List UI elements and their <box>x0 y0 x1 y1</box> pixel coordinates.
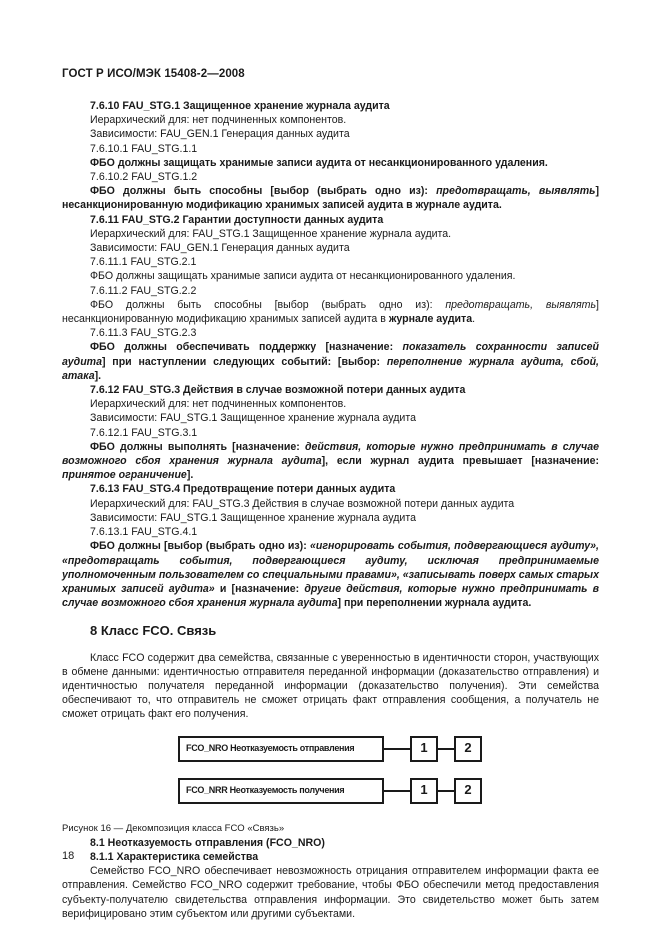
nrr-component-2-box: 2 <box>454 778 482 804</box>
element-text-stg1-2 <box>62 184 599 212</box>
element-text-stg3-1 <box>62 440 599 483</box>
hierarchy-stg2: Иерархический для: FAU_STG.1 Защищенное хранение журнала аудита. <box>90 227 452 240</box>
text-run: ]. <box>94 369 102 382</box>
text-run: ] несанкционированную модификацию хранимых записей аудита в журнале аудита. <box>62 185 599 212</box>
text-run: ФБО должны обеспечивать поддержку [назначение: <box>90 341 403 354</box>
nro-component-2-box: 2 <box>454 736 482 762</box>
chapter-title: 8 Класс FCO. Связь <box>90 623 217 639</box>
text-run: ] при наступлении следующих событий: [выбор: <box>101 355 387 368</box>
text-run-bold: журнале аудита <box>388 313 473 326</box>
section-heading-stg4: 7.6.13 FAU_STG.4 Предотвращение потери данных аудита <box>90 483 396 496</box>
hierarchy-stg1: Иерархический для: нет подчиненных компонентов. <box>90 114 347 127</box>
dependencies-stg2: Зависимости: FAU_GEN.1 Генерация данных аудита <box>90 242 350 255</box>
text-run-italic: принятое ограничение <box>62 469 187 482</box>
text-run-italic: показатель сохранности записей аудита <box>62 341 599 368</box>
text-run: ФБО должны быть способны [выбор (выбрать одно из): <box>90 298 446 311</box>
element-id-stg3-1: 7.6.12.1 FAU_STG.3.1 <box>90 426 198 439</box>
connector-line <box>384 790 410 792</box>
text-run: ФБО должны быть способны [выбор (выбрать одно из): <box>90 185 437 198</box>
text-run: ФБО должны выполнять [назначение: <box>90 440 305 453</box>
text-run: ]. <box>186 469 194 482</box>
element-id-stg2-1: 7.6.11.1 FAU_STG.2.1 <box>90 256 197 269</box>
text-run: ] при переполнении журнала аудита. <box>337 597 532 610</box>
dependencies-stg1: Зависимости: FAU_GEN.1 Генерация данных аудита <box>90 128 350 141</box>
text-run: и [назначение: <box>214 582 305 595</box>
connector-line <box>438 748 454 750</box>
section-heading-stg2: 7.6.11 FAU_STG.2 Гарантии доступности данных аудита <box>90 213 384 226</box>
text-run: . <box>472 313 476 326</box>
page-number: 18 <box>62 850 75 862</box>
decomposition-diagram <box>62 730 599 822</box>
chapter-intro: Класс FCO содержит два семейства, связанные с уверенностью в идентичности сторон, участвующих в обмене данными: идентичностью отправителя переданной информации (доказательство отправления) и идентичностью получателя переданной информации (доказательство получения). Эти семейства обеспечивают то, что отправитель не сможет отрицать факт отправления сообщения, а получатель не сможет отрицать факт его получения. <box>62 651 599 721</box>
page-content <box>62 99 599 921</box>
page-header: ГОСТ Р ИСО/МЭК 15408-2—2008 <box>62 68 245 80</box>
nrr-component-1-box: 1 <box>410 778 438 804</box>
element-text-stg4-1 <box>62 539 599 610</box>
text-run-italic: предотвращать, выявлять <box>445 298 597 311</box>
element-id-stg2-2: 7.6.11.2 FAU_STG.2.2 <box>90 284 197 297</box>
connector-line <box>438 790 454 792</box>
connector-line <box>384 748 410 750</box>
element-id-stg2-3: 7.6.11.3 FAU_STG.2.3 <box>90 327 197 340</box>
section-heading-stg1: 7.6.10 FAU_STG.1 Защищенное хранение журнала аудита <box>90 100 390 112</box>
text-run: ФБО должны [выбор (выбрать одно из): <box>90 540 310 553</box>
element-text-stg2-2 <box>62 298 599 326</box>
element-text-stg1-1: ФБО должны защищать хранимые записи аудита от несанкционированного удаления. <box>90 156 548 169</box>
text-run-italic: «игнорировать события, подвергающиеся аудиту», «предотвращать события, подвергающиеся аудиту, исключая предпринимаемые уполномоченным пользователем со специальными правами», «записывать поверх самых старых хранимых записей аудита» <box>62 540 600 595</box>
text-run-italic: другие действия, которые нужно предпринимать в случае возможного сбоя хранения журнала аудита <box>62 582 599 610</box>
text-run-italic: переполнение журнала аудита, сбой, атака <box>62 355 599 382</box>
dependencies-stg3: Зависимости: FAU_STG.1 Защищенное хранение журнала аудита <box>90 412 416 425</box>
hierarchy-stg3: Иерархический для: нет подчиненных компонентов. <box>90 398 347 411</box>
nrr-family-box: FCO_NRR Неотказуемость получения <box>178 778 384 804</box>
text-run-italic: предотвращать, выявлять <box>436 185 596 198</box>
subsection-heading: 8.1 Неотказуемость отправления (FCO_NRO) <box>90 836 325 849</box>
hierarchy-stg4: Иерархический для: FAU_STG.3 Действия в случае возможной потери данных аудита <box>90 497 515 510</box>
dependencies-stg4: Зависимости: FAU_STG.1 Защищенное хранение журнала аудита <box>90 511 416 524</box>
nro-family-box: FCO_NRO Неотказуемость отправления <box>178 736 384 762</box>
element-text-stg2-3 <box>62 340 599 383</box>
subsubsection-heading: 8.1.1 Характеристика семейства <box>90 850 259 863</box>
text-run: ] несанкционированную модификацию хранимых записей аудита в <box>62 298 599 326</box>
figure-caption: Рисунок 16 — Декомпозиция класса FCO «Связь» <box>62 822 285 834</box>
element-id-stg1-2: 7.6.10.2 FAU_STG.1.2 <box>90 171 198 184</box>
family-description: Семейство FCO_NRO обеспечивает невозможность отрицания отправителем информации факта ее отправления. Семейство FCO_NRO содержит требование, чтобы ФБО обеспечили метод предоставления субъекту-получателю свидетельства отправления информации. Это свидетельство может быть затем верифицировано этим субъектом или другими субъектами. <box>62 865 599 920</box>
nro-component-1-box: 1 <box>410 736 438 762</box>
element-id-stg4-1: 7.6.13.1 FAU_STG.4.1 <box>90 526 198 539</box>
section-heading-stg3: 7.6.12 FAU_STG.3 Действия в случае возможной потери данных аудита <box>90 384 466 397</box>
text-run-italic: действия, которые нужно предпринимать в случае возможного сбоя хранения журнала аудита <box>62 440 599 468</box>
element-text-stg2-1: ФБО должны защищать хранимые записи аудита от несанкционированного удаления. <box>90 270 516 283</box>
element-id-stg1-1: 7.6.10.1 FAU_STG.1.1 <box>90 142 198 155</box>
text-run: ], если журнал аудита превышает [назначение: <box>321 455 599 468</box>
